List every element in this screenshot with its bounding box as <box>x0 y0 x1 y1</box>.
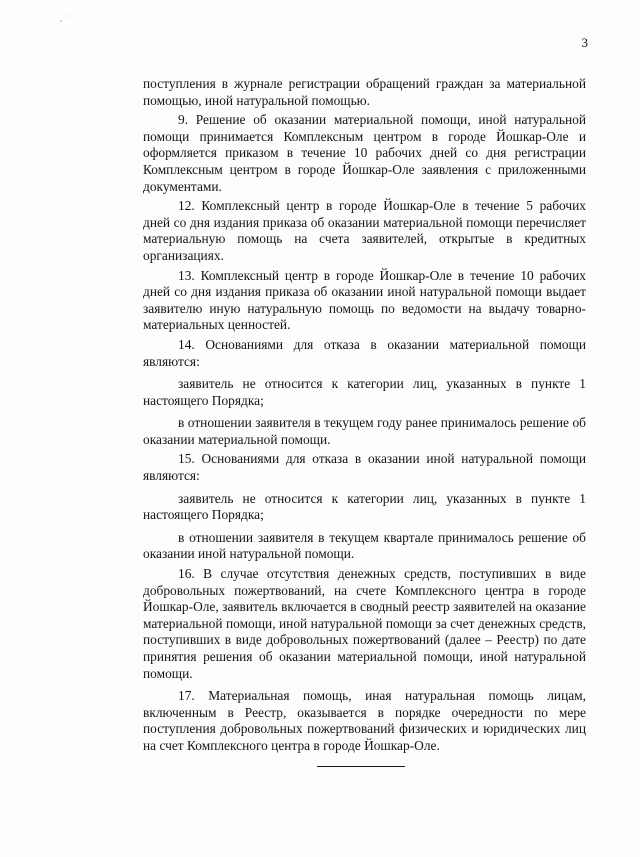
paragraph-item-14-ground-1: заявитель не относится к категории лиц, указанных в пункте 1 настоящего Порядка; <box>143 376 586 408</box>
paragraph-item-12: 12. Комплексный центр в городе Йошкар-Оле в течение 5 рабочих дней со дня издания приказа об оказании материальной помощи перечисляет материальную помощь на счета заявителей, открытые в кредитных организациях. <box>143 198 586 263</box>
paragraph-item-9: 9. Решение об оказании материальной помощи, иной натуральной помощи принимается Комплексным центром в городе Йошкар-Оле и оформляется приказом в течение 10 рабочих дней со дня регистрации Комплексным центром в городе Йошкар-Оле заявления с приложенными документами. <box>143 112 586 194</box>
paragraph-item-13: 13. Комплексный центр в городе Йошкар-Оле в течение 10 рабочих дней со дня издания приказа об оказании иной натуральной помощи выдает заявителю иную натуральную помощь по ведомости на выдачу товарно-материальных ценностей. <box>143 267 586 333</box>
paragraph-item-17: 17. Материальная помощь, иная натуральная помощь лицам, включенным в Реестр, оказывается в порядке очередности по мере поступления добровольных пожертвований физических и юридических лиц на счет Комплексного центра в городе Йошкар-Оле. <box>143 688 586 753</box>
scan-speck <box>66 15 67 17</box>
paragraph-item-15-ground-2: в отношении заявителя в текущем квартале принималось решение об оказании иной натуральной помощи. <box>143 529 586 562</box>
paragraph-continuation: поступления в журнале регистрации обращений граждан за материальной помощью, иной натуральной помощью. <box>143 76 586 108</box>
page-number: 3 <box>581 35 588 50</box>
paragraph-item-14: 14. Основаниями для отказа в оказании материальной помощи являются: <box>143 336 586 369</box>
paragraph-item-15: 15. Основаниями для отказа в оказании иной натуральной помощи являются: <box>143 451 586 484</box>
paragraph-item-15-ground-1: заявитель не относится к категории лиц, указанных в пункте 1 настоящего Порядка; <box>143 490 586 523</box>
paragraph-item-16: 16. В случае отсутствия денежных средств, поступивших в виде добровольных пожертвований, на счете Комплексного центра в городе Йошкар-Оле, заявитель включается в сводный реестр заявителей на оказание материальной помощи, иной натуральной помощи за счет денежных средств, поступивших в виде добровольных пожертвований (далее – Реестр) по дате принятия решения об оказании материальной помощи, иной натуральной помощи. <box>143 566 586 681</box>
paragraph-item-14-ground-2: в отношении заявителя в текущем году ранее принималось решение об оказании материальной помощи. <box>143 415 586 447</box>
closing-divider-line <box>317 766 405 767</box>
document-body <box>143 76 586 755</box>
scan-speck <box>60 20 62 22</box>
